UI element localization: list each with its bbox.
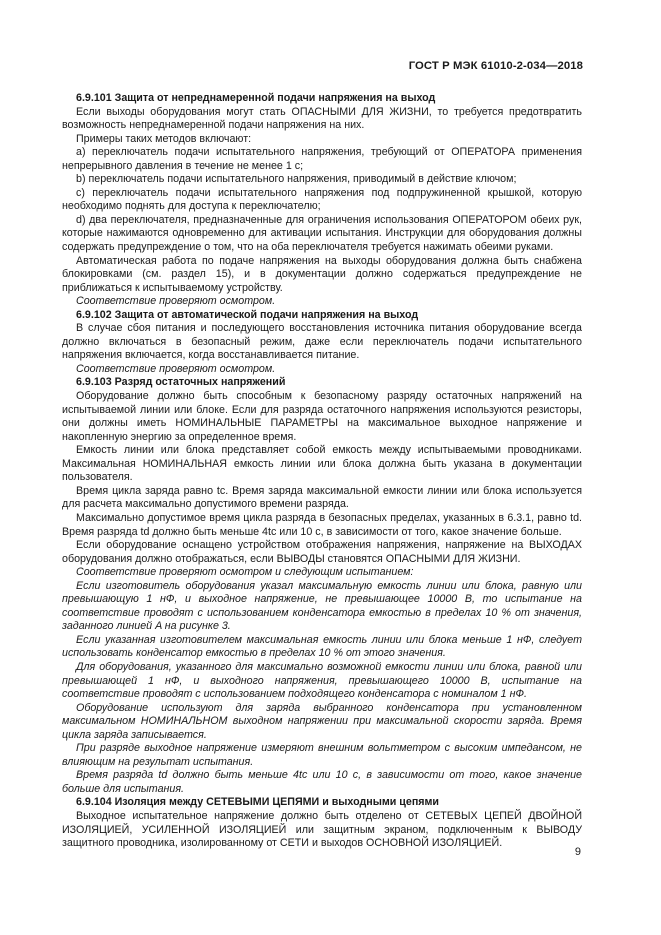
section-heading: 6.9.102 Защита от автоматической подачи напряжения на выход [76,308,419,321]
paragraph: Если выходы оборудования могут стать ОПАСНЫМИ ДЛЯ ЖИЗНИ, то требуется предотвратить возможность непреднамеренной подачи напряжения на них. [62,105,582,132]
paragraph: Время разряда td должно быть меньше 4tc или 10 с, в зависимости от того, какое значение больше для испытания. [62,769,582,795]
paragraph: Соответствие проверяют осмотром. [76,295,276,308]
document-header: ГОСТ Р МЭК 61010-2-034—2018 [408,60,583,72]
paragraph: Если оборудование оснащено устройством отображения напряжения, напряжение на ВЫХОДАХ оборудования должно отображаться, если ВЫВОДЫ становятся ОПАСНЫМИ ДЛЯ ЖИЗНИ. [62,539,582,565]
paragraph: Максимально допустимое время цикла разряда в безопасных пределах, указанных в 6.3.1, равно td. Время разряда td должно быть меньше 4tc или 10 с, в зависимости от того, какое значение больше. [62,511,582,538]
paragraph: Автоматическая работа по подаче напряжения на выходы оборудования должна быть снабжена блокировками (см. раздел 15), и в документации должно содержаться предупреждение не приближаться к испытываемому устройству. [62,254,582,294]
paragraph: Оборудование используют для заряда выбранного конденсатора при установленном максимальном НОМИНАЛЬНОМ выходном напряжении при максимальной скорости заряда. Время цикла заряда записывается. [62,701,582,741]
paragraph: Емкость линии или блока представляет собой емкость между испытываемыми проводниками. Максимальная НОМИНАЛЬНАЯ емкость линии или блока должна быть указана в документации пользователя. [62,444,582,484]
paragraph: Соответствие проверяют осмотром и следующим испытанием: [76,566,414,579]
paragraph: d) два переключателя, предназначенные для ограничения использования ОПЕРАТОРОМ обеих рук, которые нажимаются одновременно для активации испытания. Инструкции для оборудования должны содержать предупреждение о том, что на оба переключателя требуется нажимать обеими руками. [62,213,582,254]
paragraph: Примеры таких методов включают: [76,132,252,145]
paragraph: Выходное испытательное напряжение должно быть отделено от СЕТЕВЫХ ЦЕПЕЙ ДВОЙНОЙ ИЗОЛЯЦИЕЙ, УСИЛЕННОЙ ИЗОЛЯЦИЕЙ или защитным экраном, подключенным к ВЫВОДУ защитного проводника, изолированному от СЕТИ и выходов ОСНОВНОЙ ИЗОЛЯЦИЕЙ. [62,809,582,850]
paragraph: Если указанная изготовителем максимальная емкость линии или блока меньше 1 нФ, следует использовать конденсатор емкостью в пределах 10 % от этого значения. [62,633,582,660]
paragraph: а) переключатель подачи испытательного напряжения, требующий от ОПЕРАТОРА применения непрерывного давления в течение не менее 1 с; [62,146,582,172]
paragraph: В случае сбоя питания и последующего восстановления источника питания оборудование всегда должно включаться в безопасный режим, даже если переключатель подачи испытательного напряжения включается, когда восстанавливается питание. [62,322,582,362]
section-heading: 6.9.104 Изоляция между СЕТЕВЫМИ ЦЕПЯМИ и выходными цепями [76,796,439,809]
paragraph: Для оборудования, указанного для максимально возможной емкости линии или блока, равной или превышающей 1 нФ, и выходного напряжения, превышающего 10000 В, испытание на соответствие проводят с использованием подходящего конденсатора с номиналом 1 нФ. [62,660,582,701]
paragraph: Время цикла заряда равно tc. Время заряда максимальной емкости линии или блока используется для расчета максимально допустимого времени разряда. [62,484,582,511]
paragraph: Соответствие проверяют осмотром. [76,362,276,375]
paragraph: Если изготовитель оборудования указал максимальную емкость линии или блока, равную или превышающую 1 нФ, и выходное напряжение, не превышающее 10000 В, то испытание на соответствие проводят с использованием конденсатора емкостью в пределах 10 % от значения, заданного линией A на рисунке 3. [62,579,582,633]
document-body [62,92,582,851]
section-heading: 6.9.103 Разряд остаточных напряжений [76,376,286,389]
section-heading: 6.9.101 Защита от непреднамеренной подачи напряжения на выход [76,92,436,104]
paragraph: При разряде выходное напряжение измеряют внешним вольтметром с высоким импедансом, не влияющим на результат испытания. [62,742,582,768]
paragraph: Оборудование должно быть способным к безопасному разряду остаточных напряжений на испытываемой линии или блоке. Если для разряда остаточного напряжения используются резисторы, они должны иметь НОМИНАЛЬНЫЕ ПАРАМЕТРЫ на максимальное выходное напряжение и накопленную энергию за определенное время. [62,390,582,443]
page-number: 9 [574,846,581,858]
paragraph: b) переключатель подачи испытательного напряжения, приводимый в действие ключом; [76,173,517,186]
paragraph: с) переключатель подачи испытательного напряжения под подпружиненной крышкой, которую необходимо поднять для доступа к переключателю; [62,186,582,213]
